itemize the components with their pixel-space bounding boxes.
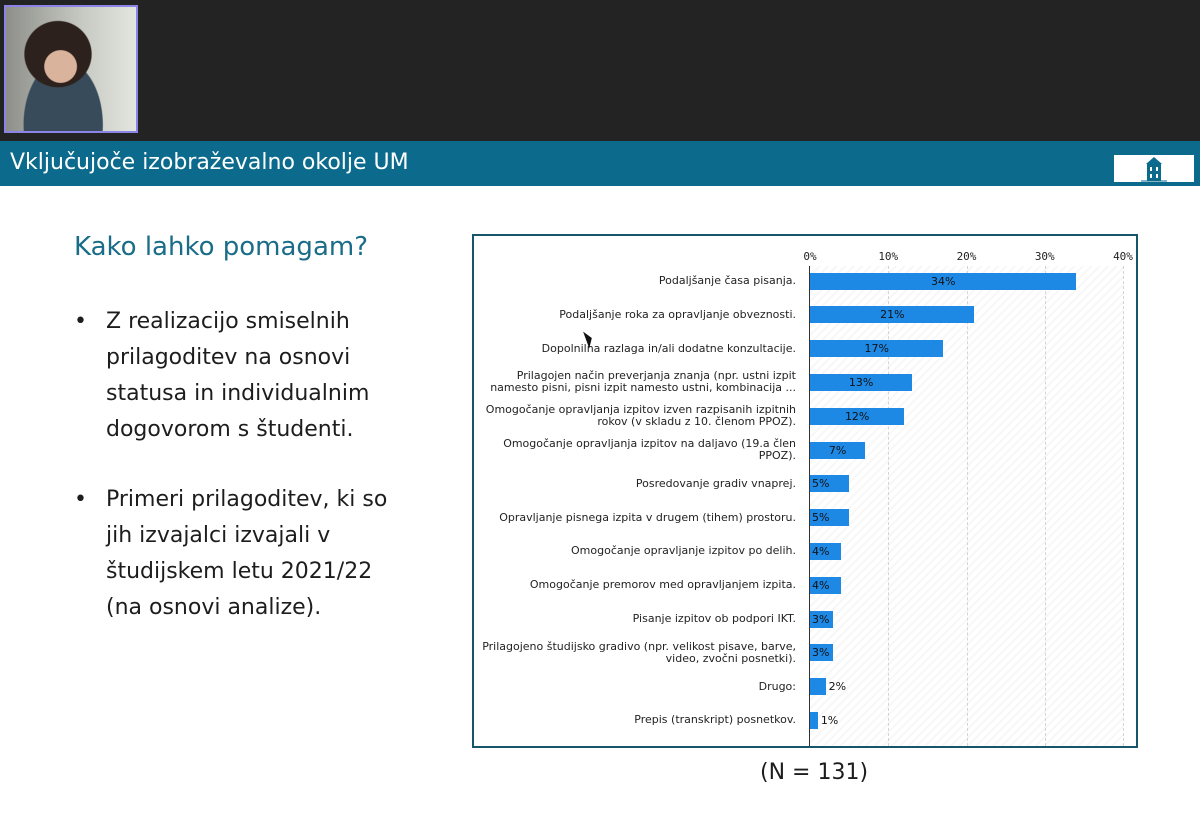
x-tick-label: 0%	[803, 250, 817, 263]
category-label: Podaljšanje roka za opravljanje obveznosti.	[559, 307, 796, 321]
bullet-dot: •	[74, 309, 87, 334]
slide-header-title: Vključujoče izobraževalno okolje UM	[10, 150, 409, 175]
bar-value-label: 4%	[812, 578, 830, 592]
bar-value-label: 12%	[844, 409, 870, 423]
category-label: Prepis (transkript) posnetkov.	[634, 713, 796, 727]
category-label: Omogočanje opravljanja izpitov izven razpisanih izpitnih rokov (v skladu z 10. členom PPOZ).	[485, 403, 796, 429]
bar-value-label: 34%	[931, 274, 956, 288]
x-tick-label: 20%	[956, 250, 977, 263]
bar-value-label: 13%	[848, 375, 874, 389]
category-label: Opravljanje pisnega izpita v drugem (tihem) prostoru.	[499, 510, 796, 524]
bullet-text: Primeri prilagoditev, ki so jih izvajalci izvajali v študijskem letu 2021/22 (na osnovi analize).	[106, 487, 388, 620]
bullet-text: Z realizacijo smiselnih prilagoditev na osnovi statusa in individualnim dogovorom s študenti.	[106, 309, 370, 442]
gridline	[1123, 266, 1124, 746]
x-tick-label: 10%	[878, 250, 899, 263]
bar-chart	[472, 234, 1138, 748]
gridline	[888, 266, 889, 746]
bar-value-label: 3%	[812, 646, 830, 660]
bullet-dot: •	[74, 487, 87, 512]
participant-video-tile[interactable]	[4, 5, 138, 133]
bar-value-label: 17%	[864, 342, 889, 356]
slide-heading: Kako lahko pomagam?	[74, 232, 368, 262]
bar-value-label: 5%	[812, 511, 830, 525]
category-label: Pisanje izpitov ob podpori IKT.	[632, 612, 796, 625]
category-label: Omogočanje opravljanja izpitov na daljavo (19.a člen PPOZ).	[503, 437, 796, 462]
gridline	[1045, 266, 1046, 746]
meeting-top-bar	[0, 0, 1200, 141]
bar-value-label: 2%	[828, 680, 847, 694]
bar-value-label: 7%	[828, 443, 847, 457]
x-tick-label: 30%	[1034, 250, 1055, 263]
y-axis-line	[809, 266, 810, 746]
university-logo	[1114, 155, 1194, 182]
category-label: Prilagojeno študijsko gradivo (npr. velikost pisave, barve, video, zvočni posnetki).	[482, 639, 796, 665]
bar	[810, 712, 818, 729]
category-label: Omogočanje premorov med opravljanjem izpita.	[529, 578, 796, 592]
category-label: Drugo:	[758, 679, 796, 693]
bar-value-label: 1%	[820, 713, 839, 727]
bar-value-label: 3%	[812, 612, 830, 626]
category-label: Podaljšanje časa pisanja.	[658, 274, 796, 287]
building-logo-icon	[1114, 155, 1194, 182]
category-label: Dopolnilna razlaga in/ali dodatne konzultacije.	[541, 341, 796, 355]
bar	[810, 678, 826, 695]
bar-value-label: 5%	[812, 477, 830, 491]
category-label: Posredovanje gradiv vnaprej.	[635, 476, 796, 490]
category-label: Omogočanje opravljanje izpitov po delih.	[571, 544, 796, 558]
category-label: Prilagojen način preverjanja znanja (npr. ustni izpit namesto pisni, pisni izpit namesto ustni, kombinacija ...	[490, 369, 796, 395]
gridline	[967, 266, 968, 746]
sample-size-note: (N = 131)	[760, 760, 869, 785]
bar-value-label: 21%	[880, 308, 905, 322]
x-tick-label: 40%	[1113, 250, 1133, 263]
slide-text-column	[74, 232, 434, 620]
bar-value-label: 4%	[812, 544, 830, 558]
slide-header-bar	[0, 141, 1200, 186]
